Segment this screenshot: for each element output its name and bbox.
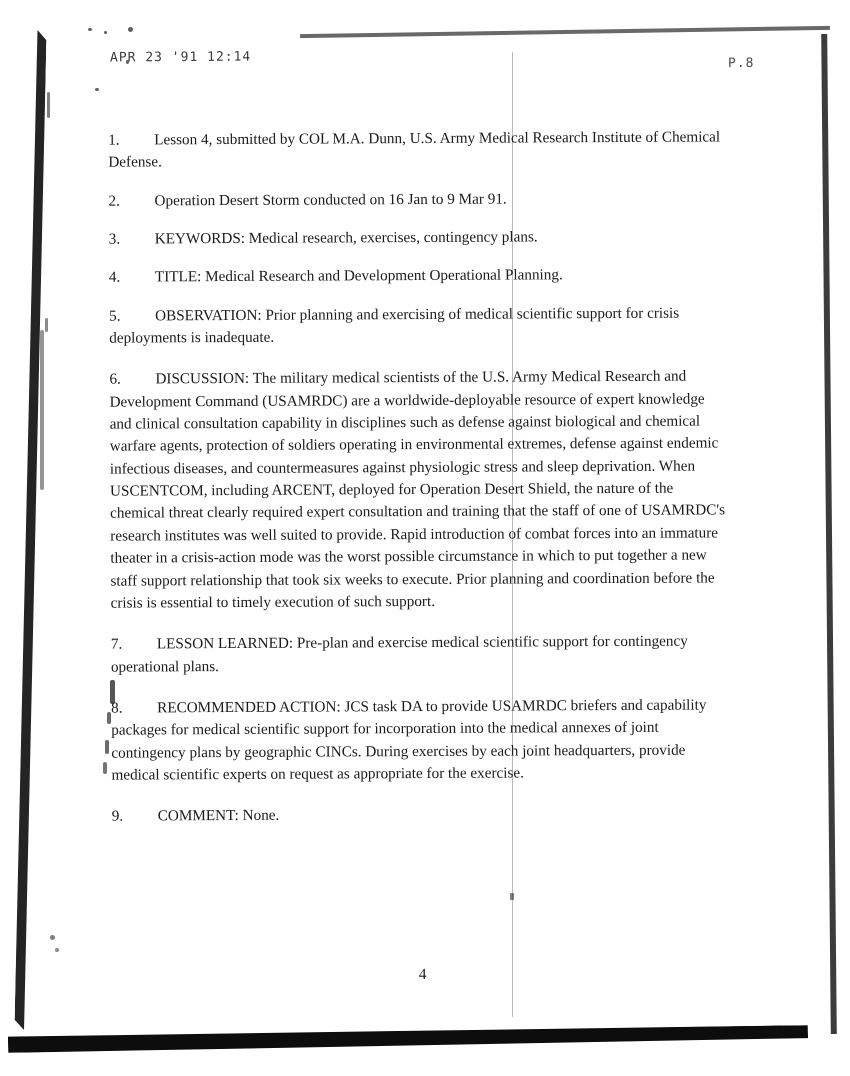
paragraph-number: 6. [109, 370, 121, 389]
paragraph-6 [109, 366, 730, 615]
paragraph-4 [109, 264, 729, 290]
scan-speck [128, 27, 133, 32]
paragraph-5 [109, 302, 729, 350]
scan-speck [104, 31, 107, 34]
paragraph-2 [108, 187, 728, 213]
scan-speck [50, 935, 55, 940]
document-body [108, 126, 732, 984]
scan-speck [88, 28, 92, 31]
scan-speck [45, 318, 48, 332]
scan-speck [55, 948, 59, 952]
paragraph-text: Lesson 4, submitted by COL M.A. Dunn, U.S. Army Medical Research Institute of Chemical Defense. [108, 128, 721, 171]
page-number: 4 [418, 965, 427, 984]
paragraph-number: 2. [108, 192, 120, 210]
paragraph-text: OBSERVATION: Prior planning and exercising of medical scientific support for crisis deployments is inadequate. [109, 304, 680, 347]
paragraph-text: COMMENT: None. [157, 806, 280, 825]
paragraph-1 [108, 126, 728, 174]
paragraph-text: TITLE: Medical Research and Development Operational Planning. [154, 266, 563, 286]
scan-speck [103, 762, 107, 774]
scan-speck [40, 330, 44, 490]
paragraph-text: RECOMMENDED ACTION: JCS task DA to provide USAMRDC briefers and capability packages for medical scientific support for incorporation into the medical annexes of joint contingency plans by geographic CINCs. During exercises by each joint headquarters, provide medical scientific experts on request as appropriate for the exercise. [111, 696, 707, 784]
paragraph-text: DISCUSSION: The military medical scientists of the U.S. Army Medical Research and Development Command (USAMRDC) are a worldwide-deployable resource of expert knowledge and clinical consultation capability in disciplines such as defense against biological and chemical warfare agents, protection of soldiers operating in environmental extremes, defense against endemic infectious diseases, and countermeasures against physiologic stress and sleep deprivation. When USCENTCOM, including ARCENT, deployed for Operation Desert Shield, the nature of the chemical threat clearly required expert consultation and training that the staff of one of USAMRDC's research institutes was well suited to provide. Rapid introduction of combat forces into an immature theater in a crisis-action mode was the worst possible circumstance in which to put together a new staff support relationship that took six weeks to execute. Prior planning and coordination before the crisis is essential to timely execution of such support. [109, 368, 726, 612]
scan-speck [95, 88, 99, 91]
paragraph-9 [112, 803, 732, 829]
paragraph-3 [109, 225, 729, 251]
paragraph-number: 7. [110, 635, 123, 653]
fax-page-marker: P.8 [727, 55, 755, 72]
scan-speck [105, 740, 109, 754]
scan-speck [47, 92, 50, 118]
paragraph-number: 1. [108, 131, 120, 149]
paragraph-number: 4. [108, 268, 121, 287]
fax-header-stamp: APR 23 '91 12:14 [109, 49, 252, 66]
paragraph-number: 3. [108, 230, 121, 248]
paragraph-text: KEYWORDS: Medical research, exercises, contingency plans. [154, 228, 538, 248]
paragraph-text: LESSON LEARNED: Pre-plan and exercise medical scientific support for contingency operational plans. [110, 632, 688, 676]
paragraph-8 [111, 694, 731, 787]
paragraph-number: 8. [111, 699, 123, 717]
paragraph-number: 9. [111, 807, 124, 825]
scan-speck [510, 893, 514, 900]
paragraph-number: 5. [109, 307, 121, 325]
paragraph-text: Operation Desert Storm conducted on 16 Jan to 9 Mar 91. [154, 190, 507, 210]
paragraph-7 [111, 631, 731, 679]
